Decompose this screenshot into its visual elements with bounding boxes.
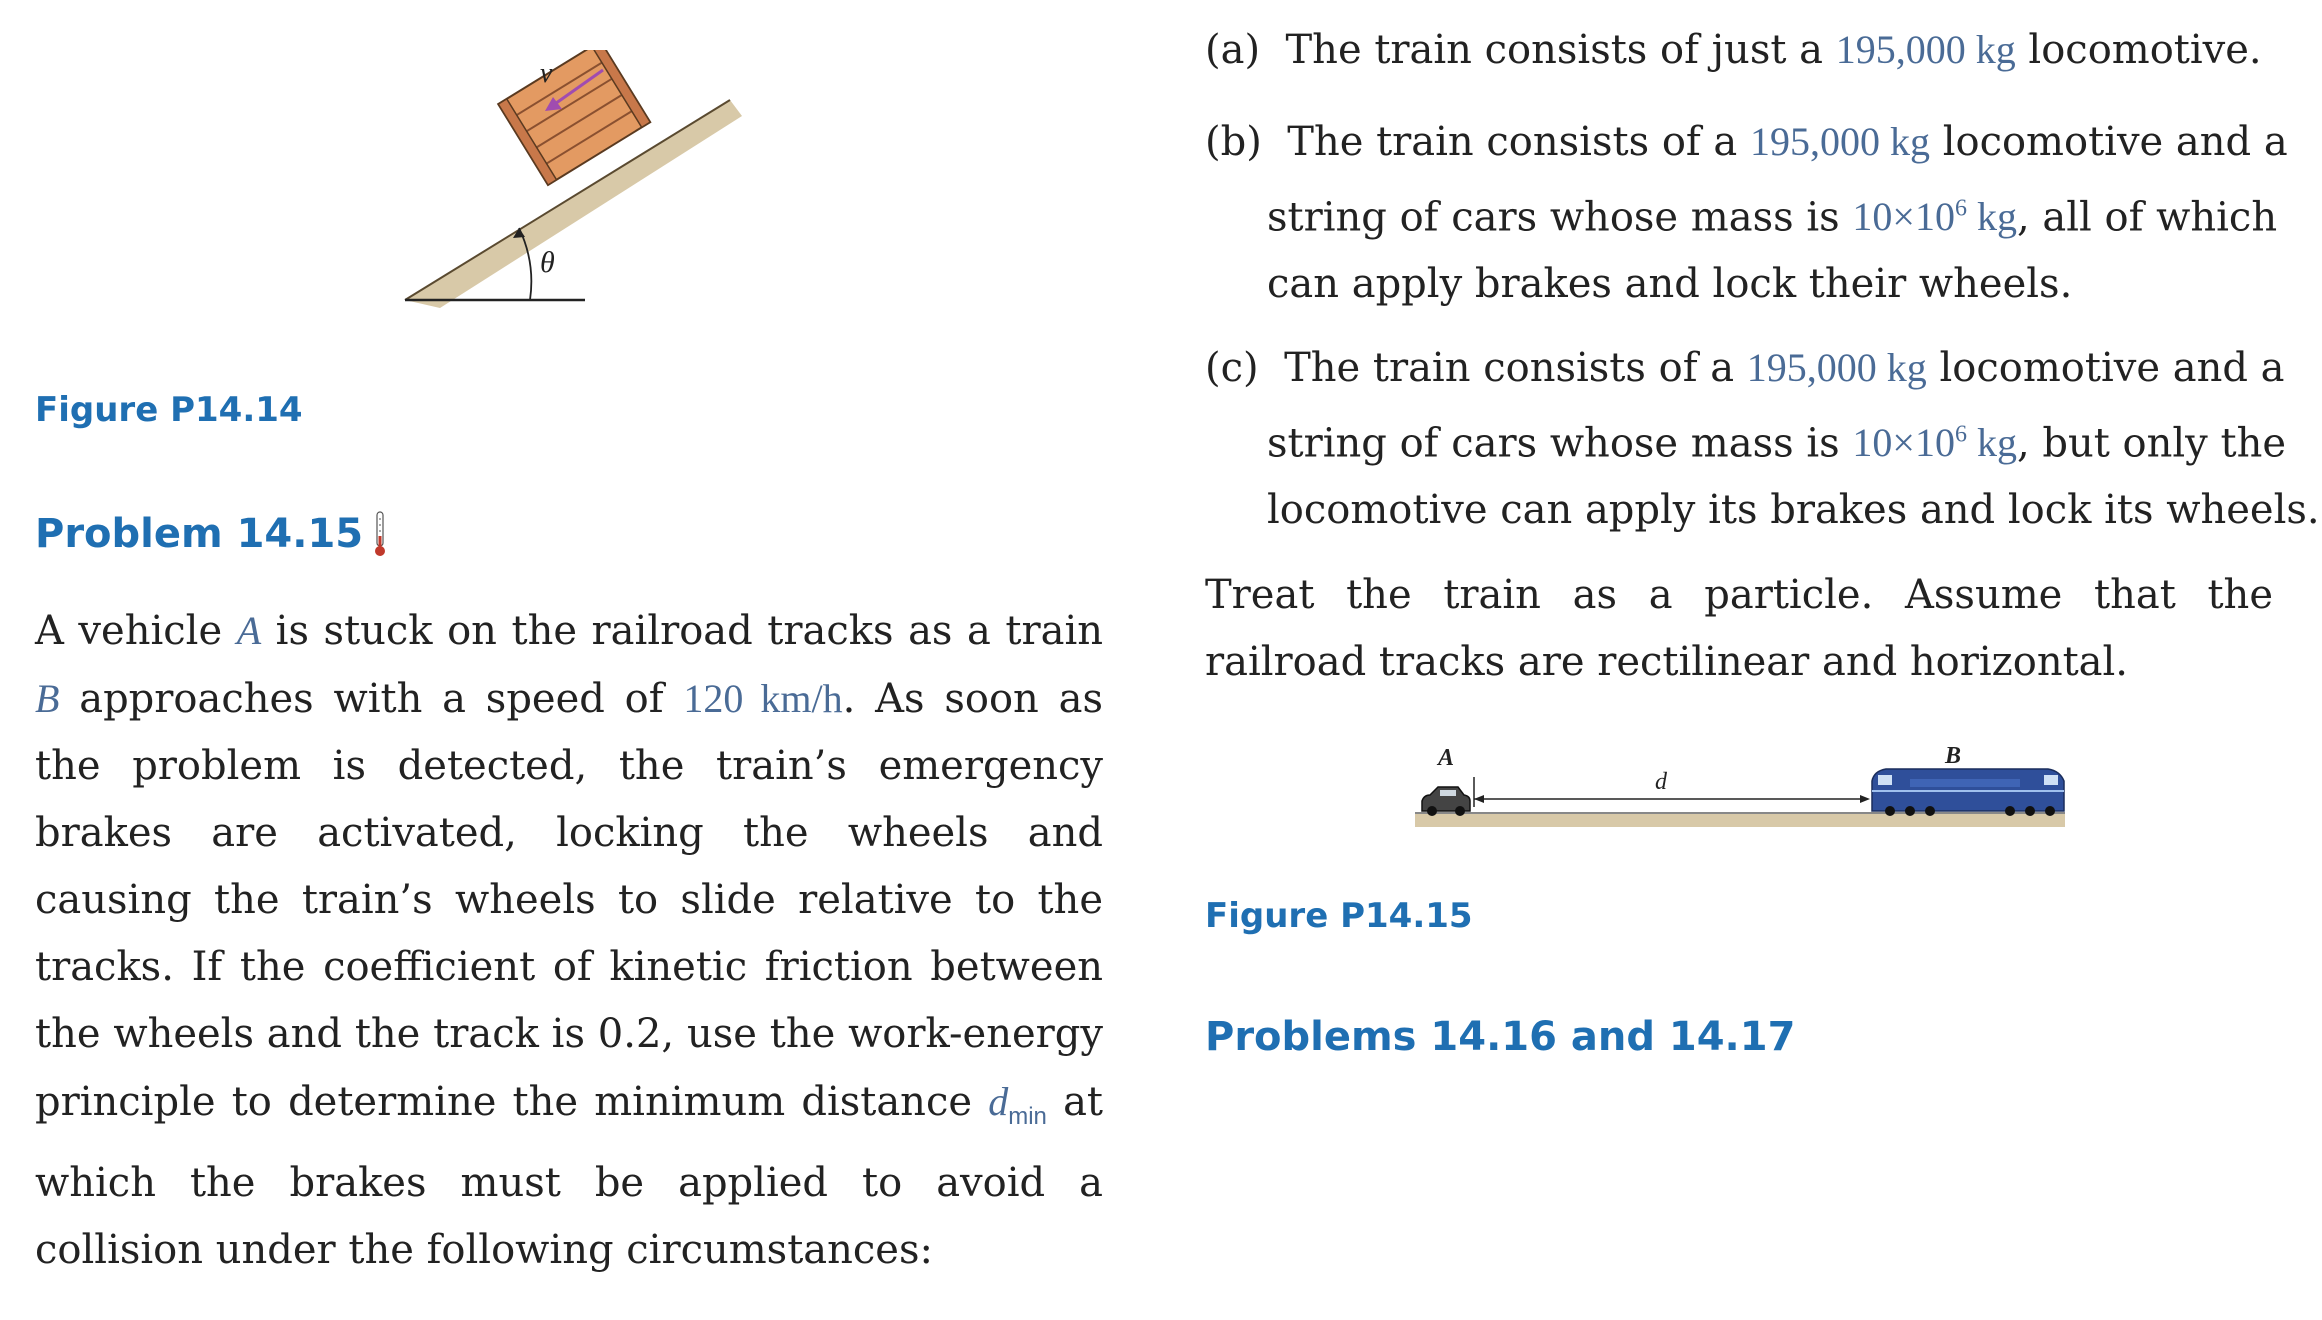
vehicle-a xyxy=(1422,787,1470,816)
item-a: (a) The train consists of just a 195,000 kg locomotive. xyxy=(1205,27,2262,73)
closing-paragraph: Treat the train as a particle. Assume that the railroad tracks are rectilinear and horizontal. xyxy=(1205,572,2273,685)
label-b: B xyxy=(1945,743,1962,769)
train-b xyxy=(1872,769,2064,816)
figure-p1414-diagram xyxy=(380,50,760,330)
item-b-cars-mass: $10\times 10^6$ kg xyxy=(1852,194,2017,240)
distance-arrowhead-b xyxy=(1860,795,1870,803)
item-b: (b) The train consists of a 195,000 kg locomotive and a string of cars whose mass is $10\times 10^6$ kg, all of which can apply brakes and lock their wheels. xyxy=(1205,119,2288,308)
dmin-symbol: $d_{min}$ xyxy=(988,1079,1047,1130)
track-ground xyxy=(1415,813,2065,827)
theta-label: θ xyxy=(540,246,555,279)
item-a-mass: 195,000 kg xyxy=(1835,27,2016,72)
item-c-cars-mass: $10\times 10^6$ kg xyxy=(1852,420,2017,466)
figure-p1415-caption: Figure P14.15 xyxy=(1205,896,1473,936)
vehicle-label: A xyxy=(236,608,262,653)
item-c-label: (c) xyxy=(1205,345,1259,391)
problem-title: Problem 14.15 xyxy=(35,511,364,557)
problem-statement: A vehicle A is stuck on the railroad tracks as a train B approaches with a speed of 120 km/h. As soon as the problem is detected, the train’s emergency brakes are activated, locking the wheels and causing the train’s wheels to slide relative to the tracks. If the coefficient of kinetic friction between the wheels and the track is 0.2, use the work-energy principle to determine the minimum distance $d_{min}$ at which the brakes must be applied to avoid a collision under the following circumstances: xyxy=(35,608,1103,1273)
problem-1415-heading xyxy=(35,510,387,558)
figure-p1414-caption: Figure P14.14 xyxy=(35,390,303,430)
item-c: (c) The train consists of a 195,000 kg locomotive and a string of cars whose mass is $10\times 10^6$ kg, but only the locomotive can apply its brakes and lock its wheels. xyxy=(1205,345,2320,534)
figure-p1415-diagram xyxy=(1410,735,2070,835)
velocity-label: v xyxy=(540,58,553,89)
next-problems-heading: Problems 14.16 and 14.17 xyxy=(1205,1014,1796,1060)
item-b-mass: 195,000 kg xyxy=(1749,119,1930,164)
thermometer-icon xyxy=(373,510,387,558)
item-a-label: (a) xyxy=(1205,27,1261,73)
label-a: A xyxy=(1438,745,1455,771)
item-b-label: (b) xyxy=(1205,119,1262,165)
train-label: B xyxy=(35,676,60,721)
label-d: d xyxy=(1655,769,1667,795)
distance-arrowhead-a xyxy=(1474,795,1484,803)
item-c-mass: 195,000 kg xyxy=(1746,345,1927,390)
speed-value: 120 km/h xyxy=(683,676,843,721)
